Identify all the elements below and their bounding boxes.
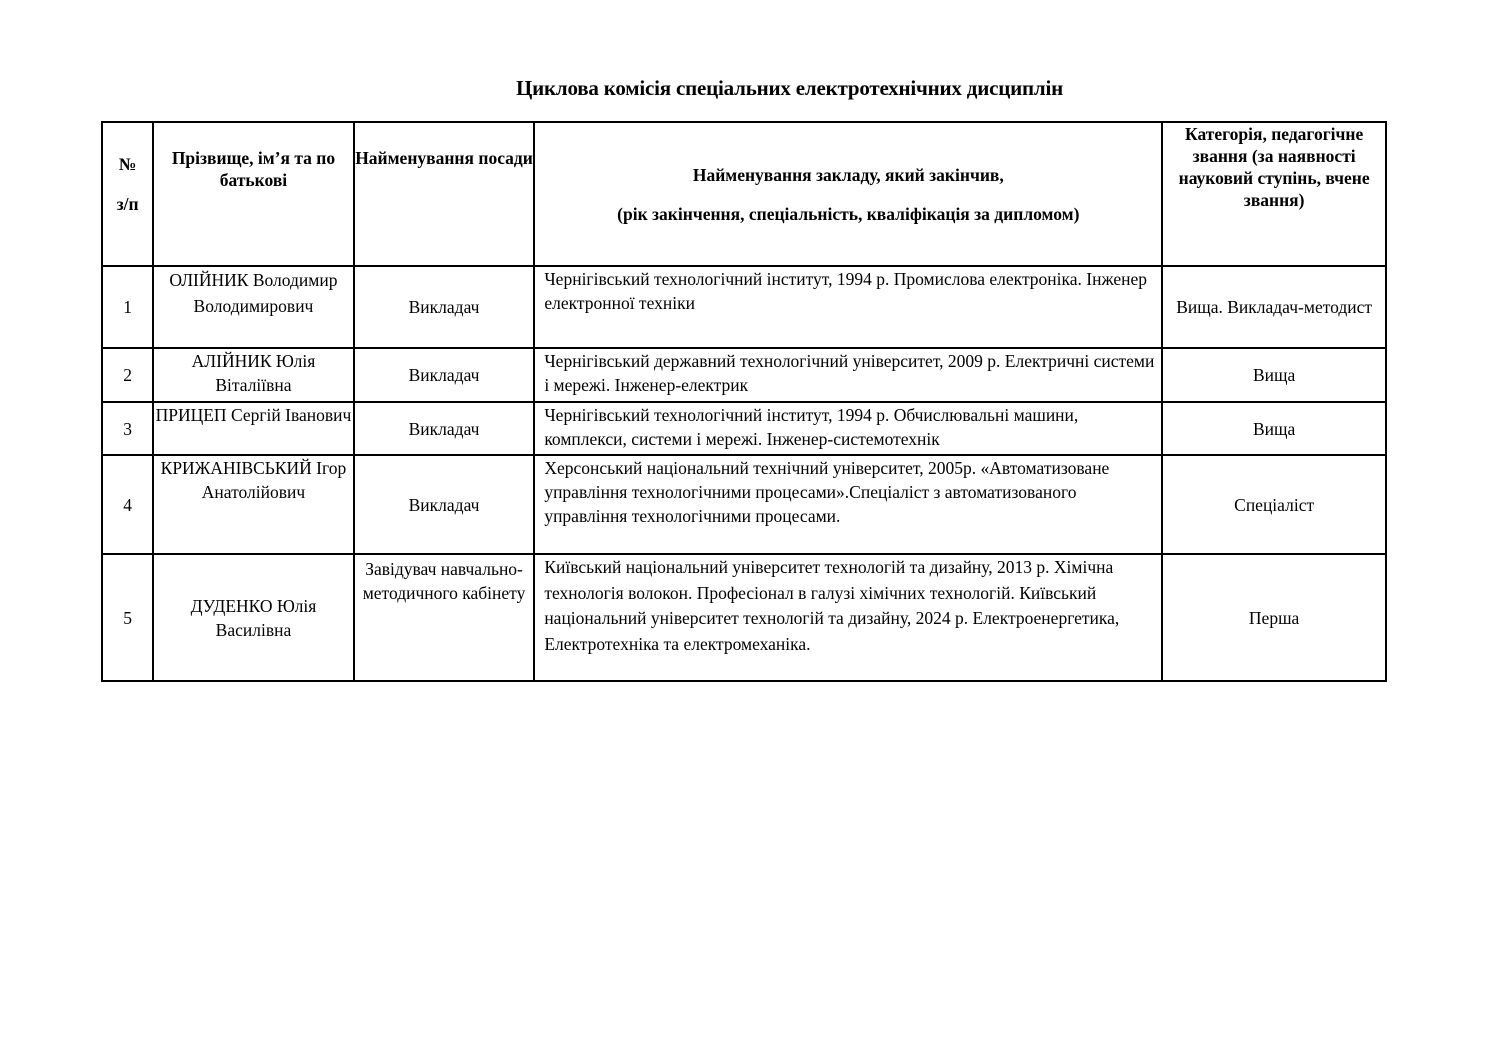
row-position: Викладач [354, 348, 535, 402]
row-institution: Чернігівський державний технологічний університет, 2009 р. Електричні системи і мережі. Інженер-електрик [534, 348, 1162, 402]
row-category: Вища [1162, 402, 1386, 455]
header-number-symbol: № [118, 154, 137, 174]
document-title: Циклова комісія спеціальних електротехнічних дисциплін [515, 76, 1064, 100]
row-institution: Чернігівський технологічний інститут, 1994 р. Обчислювальні машини, комплекси, системи і мережі. Інженер-системотехнік [534, 402, 1162, 455]
row-number: 5 [102, 554, 153, 681]
row-name: КРИЖАНІВСЬКИЙ Ігор Анатолійович [153, 455, 354, 554]
header-institution-main: Найменування закладу, який закінчив, [692, 164, 1004, 185]
row-category: Вища [1162, 348, 1386, 402]
row-number: 4 [102, 455, 153, 554]
row-position: Викладач [354, 402, 535, 455]
table-row [102, 455, 1386, 554]
row-institution: Київський національний університет технологій та дизайну, 2013 р. Хімічна технологія волокон. Професіонал в галузі хімічних технологій. Київський національний університет технологій та дизайну, 2024 р. Електроенергетика, Електротехніка та електромеханіка. [534, 554, 1162, 681]
row-position: Завідувач навчально-методичного кабінету [354, 554, 535, 681]
header-category: Категорія, педагогічне звання (за наявності науковий ступінь, вчене звання) [1162, 122, 1386, 266]
header-position: Найменування посади [354, 122, 535, 266]
row-number: 3 [102, 402, 153, 455]
row-institution: Чернігівський технологічний інститут, 1994 р. Промислова електроніка. Інженер електронної техніки [534, 266, 1162, 348]
row-position: Викладач [354, 455, 535, 554]
row-category: Вища. Викладач-методист [1162, 266, 1386, 348]
row-name: АЛІЙНИК Юлія Віталіївна [153, 348, 354, 402]
table-row [102, 266, 1386, 348]
header-number [102, 122, 153, 266]
header-number-abbrev: з/п [116, 194, 139, 214]
header-institution-details: (рік закінчення, спеціальність, кваліфікація за дипломом) [617, 203, 1080, 224]
header-name: Прізвище, ім’я та по батькові [153, 122, 354, 266]
row-number: 1 [102, 266, 153, 348]
table-row [102, 402, 1386, 455]
row-position: Викладач [354, 266, 535, 348]
row-category: Перша [1162, 554, 1386, 681]
row-name: ОЛІЙНИК Володимир Володимирович [153, 266, 354, 348]
staff-table [101, 121, 1387, 682]
header-institution [534, 122, 1162, 266]
row-number: 2 [102, 348, 153, 402]
row-institution: Херсонський національний технічний університет, 2005р. «Автоматизоване управління технологічними процесами».Спеціаліст з автоматизованого управління технологічними процесами. [534, 455, 1162, 554]
table-row [102, 554, 1386, 681]
table-row [102, 348, 1386, 402]
row-name: ПРИЦЕП Сергій Іванович [153, 402, 354, 455]
row-name: ДУДЕНКО Юлія Василівна [153, 554, 354, 681]
table-header-row [102, 122, 1386, 266]
row-category: Спеціаліст [1162, 455, 1386, 554]
